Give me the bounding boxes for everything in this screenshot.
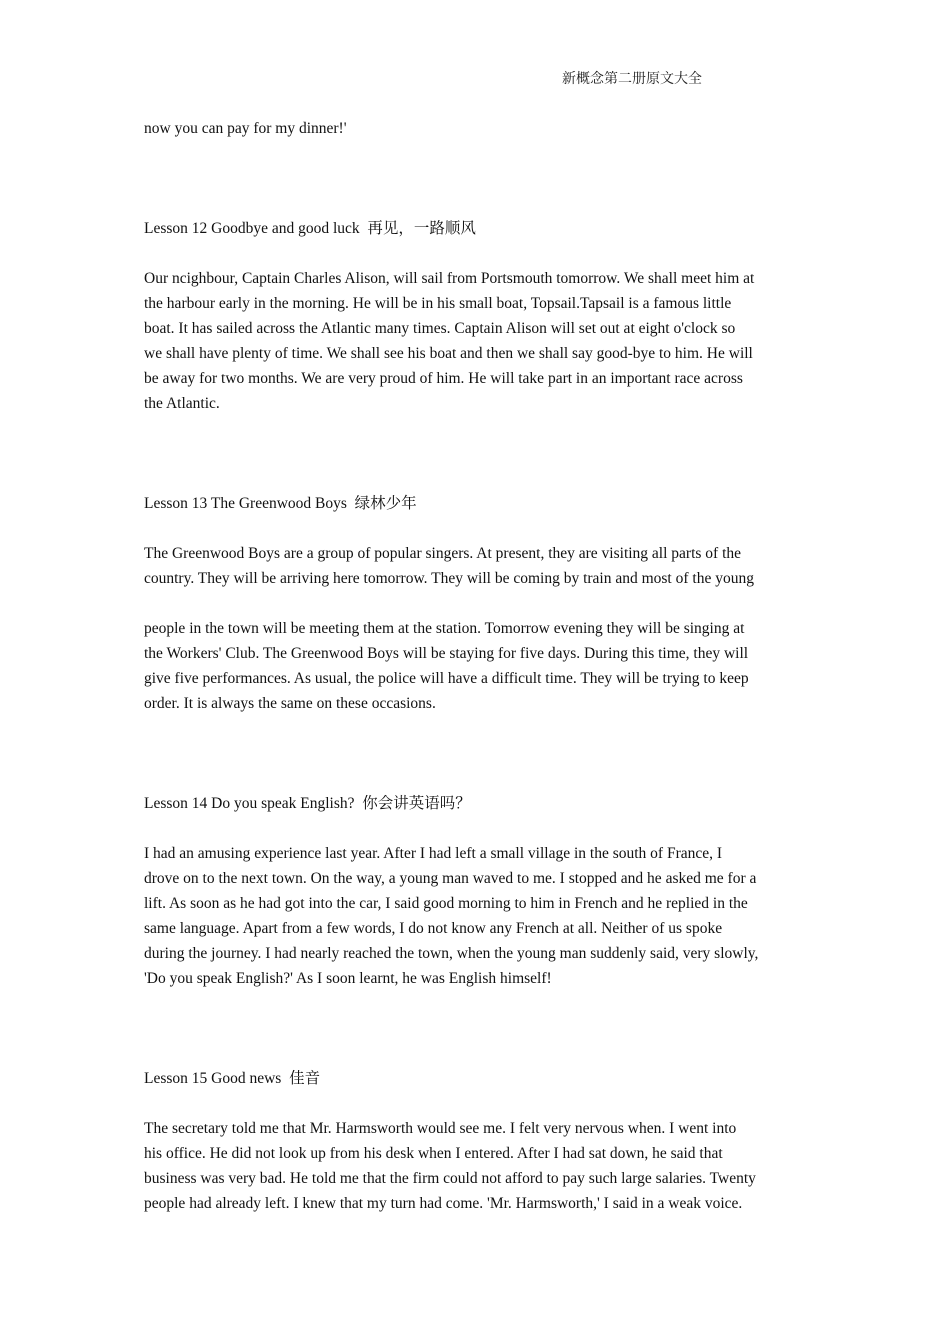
spacer [144,991,828,1066]
spacer [144,416,828,491]
spacer [144,716,828,791]
running-header: 新概念第二册原文大全 [562,72,702,87]
document-body [144,116,828,1216]
continuation-text: now you can pay for my dinner!' [144,120,347,137]
lesson-12 [144,216,828,416]
lesson-title: Lesson 14 Do you speak English? 你会讲英语吗？ [144,795,471,812]
lesson-text: The Greenwood Boys are a group of popular singers. At present, they are visiting all parts of the country. They will be arriving here tomorrow. They will be coming by train and most of the young [144,545,754,587]
lesson-text: The secretary told me that Mr. Harmsworth would see me. I felt very nervous when. I went into his office. He did not look up from his desk when I entered. After I had sat down, he said that business was very bad. He told me that the firm could not afford to pay such large salaries. Twenty people had already left. I knew that my turn had come. 'Mr. Harmsworth,' I said in a weak voice. [144,1120,756,1212]
spacer [144,141,828,216]
lesson-14 [144,791,828,991]
lesson-text: Our ncighbour, Captain Charles Alison, will sail from Portsmouth tomorrow. We shall meet him at the harbour early in the morning. He will be in his small boat, Topsail.Tapsail is a famous little boat. It has sailed across the Atlantic many times. Captain Alison will set out at eight o'clock so we shall have plenty of time. We shall see his boat and then we shall say good-bye to him. He will be away for two months. We are very proud of him. He will take part in an important race across the Atlantic. [144,270,755,412]
lesson-title: Lesson 12 Goodbye and good luck 再见，一路顺风 [144,220,476,237]
lesson-text-continued: people in the town will be meeting them at the station. Tomorrow evening they will be singing at the Workers' Club. The Greenwood Boys will be staying for five days. During this time, they will give five performances. As usual, the police will have a difficult time. They will be trying to keep order. It is always the same on these occasions. [144,620,749,712]
lesson-title: Lesson 13 The Greenwood Boys 绿林少年 [144,495,417,512]
lesson-title: Lesson 15 Good news 佳音 [144,1070,321,1087]
lesson-15 [144,1066,828,1216]
lesson-13 [144,491,828,716]
lesson-text: I had an amusing experience last year. After I had left a small village in the south of France, I drove on to the next town. On the way, a young man waved to me. I stopped and he asked me for a lift. As soon as he had got into the car, I said good morning to him in French and he replied in the same language. Apart from a few words, I do not know any French at all. Neither of us spoke during the journey. I had nearly reached the town, when the young man suddenly said, very slowly, 'Do you speak English?' As I soon learnt, he was English himself! [144,845,759,987]
